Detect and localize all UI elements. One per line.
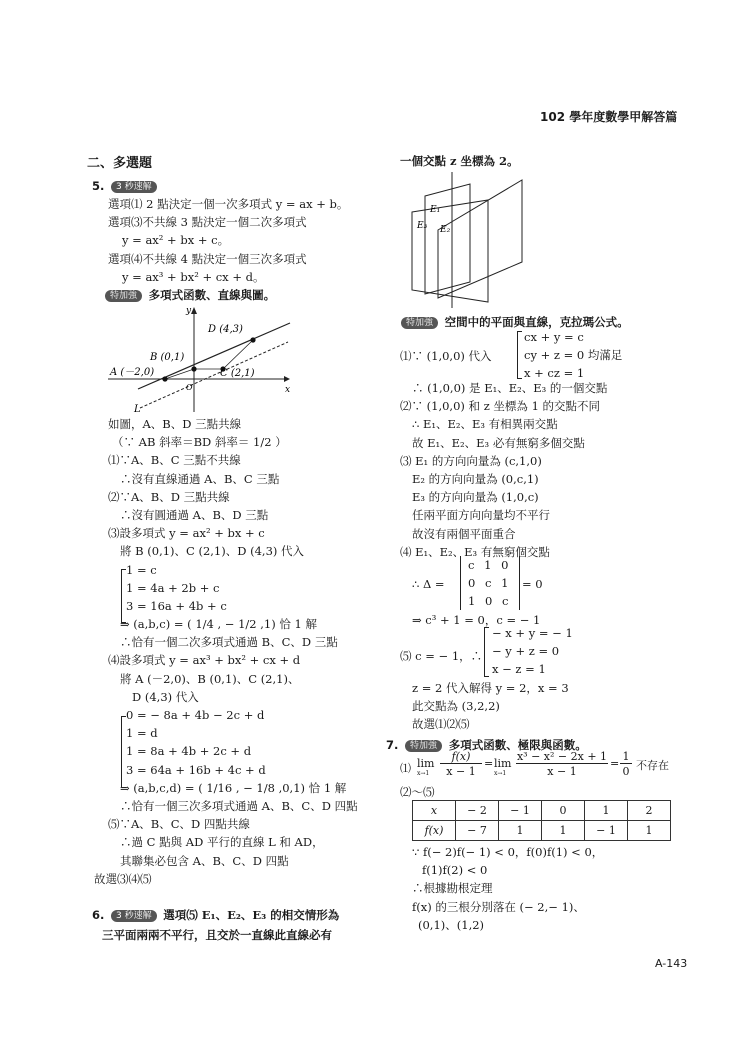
frac-3-num: 1 bbox=[620, 750, 632, 764]
q5-body-line: ∴過 C 點與 AD 平行的直線 L 和 AD， bbox=[120, 835, 324, 850]
q5-body-line: 3 = 64a + 16b + 4c + d bbox=[126, 762, 266, 777]
q5-body-line: 如圖，A、B、D 三點共線 bbox=[108, 417, 242, 431]
frac-1-num: f(x) bbox=[440, 750, 482, 764]
q7-plus-tag: 特加強 bbox=[405, 740, 442, 752]
q7-body-line: (0,1)、(1,2) bbox=[418, 917, 485, 932]
q5-system-brace-2 bbox=[121, 716, 126, 788]
q6-speed-tag: 3 秒速解 bbox=[111, 910, 157, 922]
label-x: x bbox=[285, 385, 291, 395]
q5-body-line: ∴恰有一個三次多項式通過 A、B、C、D 四點 bbox=[120, 798, 358, 813]
q6-answer: 故選⑴⑵⑸ bbox=[412, 717, 470, 732]
q6-body-19: ⇒ c³ + 1 = 0，c = − 1 bbox=[412, 613, 541, 627]
q6-planes-figure bbox=[410, 170, 540, 310]
section-title: 二、多選題 bbox=[87, 156, 153, 171]
q5-body-line: （∵ AB 斜率＝BD 斜率＝ 1/2 ） bbox=[112, 435, 287, 450]
q5-body-line: ∴沒有圓通過 A、B、D 三點 bbox=[120, 507, 269, 522]
label-b: B (0,1) bbox=[150, 352, 185, 363]
q7-item-1: ⑴ bbox=[400, 762, 411, 775]
q7-value-table bbox=[412, 800, 671, 841]
label-e2: E₂ bbox=[440, 225, 451, 235]
q6-body-20: ⑸ c = − 1，∴ bbox=[400, 649, 483, 663]
q7-not-exist: 不存在 bbox=[636, 759, 669, 772]
q6-system-brace-2 bbox=[484, 627, 489, 677]
table-row bbox=[413, 821, 671, 841]
table-cell: − 1 bbox=[585, 821, 628, 841]
table-cell: 2 bbox=[628, 801, 671, 821]
lim-sub-2: x→1 bbox=[494, 770, 507, 777]
table-cell: − 7 bbox=[456, 821, 499, 841]
q5-line: y = ax³ + bx² + cx + d。 bbox=[122, 269, 265, 284]
q6-body-line: ∴ (1,0,0) 是 E₁、E₂、E₃ 的一個交點 bbox=[412, 381, 608, 395]
q5-body-line: 1 = 4a + 2b + c bbox=[126, 580, 220, 595]
q5-body-line: ⑴∵A、B、C 三點不共線 bbox=[108, 453, 241, 468]
q6-body-line: ∴ E₁、E₂、E₃ 有相異兩交點 bbox=[412, 417, 558, 432]
q6-system-1 bbox=[524, 328, 622, 383]
page-number: A-143 bbox=[655, 957, 688, 970]
q5-body-line: 1 = 8a + 4b + 2c + d bbox=[126, 744, 252, 759]
q6-tail bbox=[412, 679, 569, 734]
q5-line: y = ax² + bx + c。 bbox=[122, 233, 230, 248]
q5-options bbox=[108, 195, 348, 286]
q5-system-brace-1 bbox=[121, 569, 126, 623]
x-axis-arrow bbox=[284, 376, 290, 382]
label-a: A (－2,0) bbox=[110, 367, 155, 378]
point-a bbox=[162, 376, 167, 381]
q7-body-line: ∵ f(− 2)f(− 1) < 0，f(0)f(1) < 0， bbox=[412, 845, 604, 859]
frac-2-den: x − 1 bbox=[547, 765, 577, 778]
q5-number: 5. bbox=[92, 179, 105, 193]
lim-2: lim bbox=[494, 757, 512, 770]
table-cell: − 2 bbox=[456, 801, 499, 821]
q6-body-0: ⑴∵ (1,0,0) 代入 bbox=[400, 349, 492, 363]
q5-body-line: 0 = − 8a + 4b − 2c + d bbox=[126, 708, 265, 722]
q6-body-line: E₃ 的方向向量為 (1,0,c) bbox=[412, 490, 539, 505]
table-cell: 1 bbox=[628, 821, 671, 841]
lim-sub-1: x→1 bbox=[417, 770, 430, 777]
q6-delta-label: ∴ Δ = bbox=[412, 577, 445, 591]
q6-eq: x − z = 1 bbox=[492, 662, 546, 677]
point-d bbox=[250, 337, 255, 342]
det-row: 1 0 c bbox=[468, 594, 509, 609]
q5-speed-tag: 3 秒速解 bbox=[111, 181, 157, 193]
q5-body-line: ⑷設多項式 y = ax³ + bx² + cx + d bbox=[108, 653, 301, 668]
q7-body-line: ∴根據勘根定理 bbox=[412, 881, 493, 896]
q5-body-line: ⑸∵A、B、C、D 四點共線 bbox=[108, 817, 250, 832]
q6-eq: − y + z = 0 bbox=[492, 644, 560, 659]
q7-plus-text: 多項式函數、極限與函數。 bbox=[448, 738, 587, 752]
q5-body-line: 1 = d bbox=[126, 726, 158, 741]
frac-1-den: x − 1 bbox=[446, 765, 476, 778]
q6-system-brace-1 bbox=[517, 331, 522, 379]
q5-body-line: ∴沒有直線通過 A、B、C 三點 bbox=[120, 471, 280, 486]
q6-eq: cy + z = 0 均滿足 bbox=[524, 348, 623, 363]
q5-body-line: ⑵∵A、B、D 三點共線 bbox=[108, 489, 230, 504]
q6-line-2: 三平面兩兩不平行，且交於一直線此直線必有 bbox=[102, 928, 332, 942]
q6-system-2 bbox=[492, 624, 573, 679]
q5-heading bbox=[92, 177, 160, 195]
q6-plus-text: 空間中的平面與直線，克拉瑪公式。 bbox=[444, 315, 629, 329]
q7-number: 7. bbox=[386, 738, 399, 752]
q6-body-line: z = 2 代入解得 y = 2，x = 3 bbox=[412, 681, 569, 695]
q5-plus-tag: 特加強 bbox=[105, 290, 142, 302]
label-d: D (4,3) bbox=[208, 324, 243, 335]
q5-body-line: ⇒ (a,b,c,d) = ( 1/16 , − 1/8 ,0,1) 恰 1 解 bbox=[120, 780, 347, 795]
q6-det-equals: = 0 bbox=[522, 577, 543, 591]
label-y: y bbox=[186, 306, 192, 316]
q6-eq: x + cz = 1 bbox=[524, 366, 585, 381]
q5-line: 選項⑷不共線 4 點決定一個三次多項式 bbox=[108, 251, 307, 266]
table-cell: − 1 bbox=[499, 801, 542, 821]
table-cell: x bbox=[413, 801, 456, 821]
q5-solution bbox=[94, 415, 358, 888]
q5-line: 選項⑴ 2 點決定一個一次多項式 y = ax + b。 bbox=[108, 197, 349, 211]
table-cell: 0 bbox=[542, 801, 585, 821]
q5-answer: 故選⑶⑷⑸ bbox=[94, 871, 152, 886]
label-e1: E₁ bbox=[430, 205, 441, 215]
q6-body-line: 故 E₁、E₂、E₃ 必有無窮多個交點 bbox=[412, 435, 585, 450]
table-cell: 1 bbox=[542, 821, 585, 841]
frac-2-num: x³ − x² − 2x + 1 bbox=[516, 750, 608, 763]
table-cell: 1 bbox=[499, 821, 542, 841]
q6-body-line: ⑵∵ (1,0,0) 和 z 坐標為 1 的交點不同 bbox=[400, 399, 601, 414]
q6-continued: 一個交點 z 坐標為 2。 bbox=[400, 154, 519, 168]
q5-body-line: ∴恰有一個二次多項式通過 B、C、D 三點 bbox=[120, 635, 338, 650]
q6-heading bbox=[92, 906, 339, 924]
q5-body-line: ⇒ (a,b,c) = ( 1/4 , − 1/2 ,1) 恰 1 解 bbox=[120, 617, 317, 632]
det-row: c 1 0 bbox=[468, 558, 509, 572]
q5-body-line: ⑶設多項式 y = ax² + bx + c bbox=[108, 526, 265, 541]
q6-line-1: 選項⑸ E₁、E₂、E₃ 的相交情形為 bbox=[163, 908, 340, 922]
frac-3-den: 0 bbox=[622, 765, 630, 778]
q6-determinant-rows bbox=[468, 556, 508, 611]
label-o: O bbox=[186, 383, 193, 392]
det-row: 0 c 1 bbox=[468, 576, 509, 591]
running-header: 102 學年度數學甲解答篇 bbox=[540, 110, 678, 124]
plane-e1 bbox=[412, 200, 488, 302]
q6-body-line: 此交點為 (3,2,2) bbox=[412, 699, 500, 714]
q6-body-line: 任兩平面方向向量均不平行 bbox=[412, 508, 550, 523]
point-b bbox=[191, 366, 196, 371]
q6-body-line: ⑶ E₁ 的方向向量為 (c,1,0) bbox=[400, 453, 542, 468]
q5-line: 選項⑶不共線 3 點決定一個二次多項式 bbox=[108, 215, 307, 230]
q6-plus-tag: 特加強 bbox=[401, 317, 438, 329]
q5-body-line: D (4,3) 代入 bbox=[132, 689, 199, 704]
q5-body-line: 將 A (－2,0)、B (0,1)、C (2,1)、 bbox=[120, 671, 300, 686]
q7-body-line: f(1)f(2) < 0 bbox=[422, 863, 488, 878]
q5-plus-text: 多項式函數、直線與圖。 bbox=[148, 288, 276, 302]
y-axis-arrow bbox=[191, 307, 197, 314]
q5-body-line: 3 = 16a + 4b + c bbox=[126, 598, 227, 613]
label-l: L bbox=[134, 404, 141, 414]
q7-body-line: f(x) 的三根分別落在 (− 2,− 1)、 bbox=[412, 899, 585, 914]
q6-body-line: 故沒有兩個平面重合 bbox=[412, 526, 516, 541]
q6-eq: cx + y = c bbox=[524, 330, 584, 344]
plane-e3 bbox=[425, 184, 470, 294]
q6-eq: − x + y = − 1 bbox=[492, 626, 573, 640]
q6-body-line: ⑷ E₁、E₂、E₃ 有無窮個交點 bbox=[400, 544, 550, 559]
table-row bbox=[413, 801, 671, 821]
q7-solution bbox=[412, 843, 603, 934]
q5-coordinate-graph bbox=[108, 302, 298, 414]
q6-body-line: E₂ 的方向向量為 (0,c,1) bbox=[412, 471, 539, 486]
label-e3: E₃ bbox=[417, 221, 428, 231]
label-c: C (2,1) bbox=[220, 368, 255, 379]
lim-1: lim bbox=[417, 757, 435, 770]
q7-item-2: ⑵～⑸ bbox=[400, 785, 435, 799]
q5-body-line: 將 B (0,1)、C (2,1)、D (4,3) 代入 bbox=[120, 544, 305, 559]
q6-solution bbox=[400, 379, 607, 561]
q6-number: 6. bbox=[92, 908, 105, 922]
table-cell: 1 bbox=[585, 801, 628, 821]
plane-e2 bbox=[438, 180, 522, 298]
q5-body-line: 1 = c bbox=[126, 562, 157, 577]
q5-body-line: 其聯集必包含 A、B、C、D 四點 bbox=[120, 853, 289, 868]
table-cell: f(x) bbox=[413, 821, 456, 841]
